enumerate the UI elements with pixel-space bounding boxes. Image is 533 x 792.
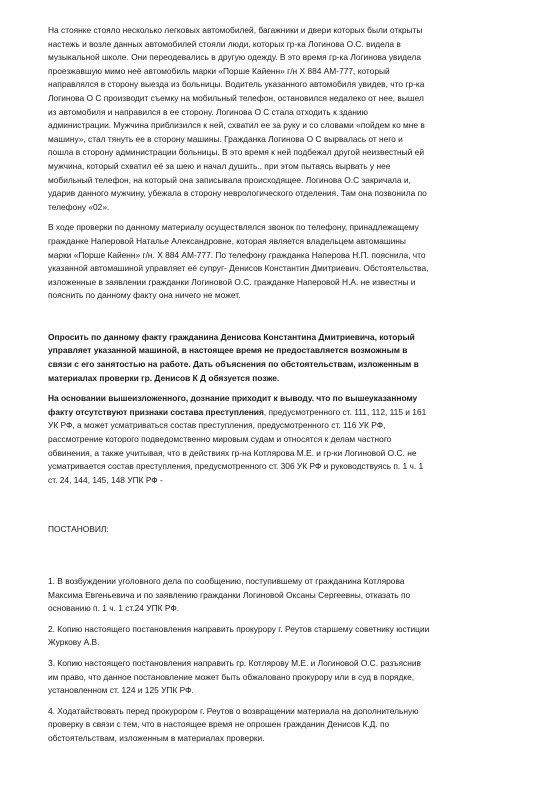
resolution-item-3: 3. Копию настоящего постановления направить гр. Котлярову М.Е. и Логиновой О.С. разъяснив им право, что данное постановление может быть обжаловано прокурору или в суд в порядке, установленном ст. 124 и 125 УПК РФ. (48, 657, 421, 696)
resolution-list (48, 575, 430, 746)
paragraph-phone-check: В ходе проверки по данному материалу осуществлялся звонок по телефону, принадлежащему гражданке Наперовой Наталье Александровне, которая является владельцем автомашины марки «Порше Кайенн» г/н. Х 884 АМ-777. По телефону гражданка Наперова Н.П. пояснила, что указанной автомашиной управляет её супруг- Денисов Константин Дмитриевич. Обстоятельства, изложенные в заявлении гражданки Логиновой О.С. гражданке Наперовой Н.А. не известны и пояснить по данному факту она ничего не может. (48, 222, 429, 301)
paragraph-incident: На стоянке стояло несколько легковых автомобилей, багажники и двери которых были открыты настежь и возле данных автомобилей стояли люди, которых гр-ка Логинова О.С. видела в музыкальной школе. Они переодевались в другую одежду. В это время гр-ка Логинова увидела проезжавшую мимо неё автомобиль марки «Порше Кайенн» г/н Х 884 АМ-777, который направлялся в сторону выезда из больницы. Водитель указанного автомобиля увидев, что гр-ка Логинова О С производит съемку на мобильный телефон, остановился недалеко от нее, вышел из автомобиля и направился в ее сторону. Логинова О С стала отходить к зданию администрации. Мужчина приблизился к ней, схватил ее за руку и со словами «пойдем ко мне в машину», стал тянуть ее в сторону машины. Гражданка Логинова О С вырвалась от него и пошла в сторону администрации больницы. В это время к ней подбежал другой неизвестный ей мужчина, который схватил её за шею и начал душить., при этом пытаясь вырвать у нее мобильный телефон, на который она записывала происходящее. Логинова О.С закричала и, ударив данного мужчину, убежала в сторону неврологического отделения. Там она позвонила по телефону «02». (48, 25, 427, 212)
paragraph-questioning: Опросить по данному факту гражданина Денисова Константина Дмитриевича, который управляет указанной машиной, в настоящее время не предоставляется возможным в связи с его занятостью на работе. Дать объяснения по обстоятельствам, изложенным в материалах проверки гр. Денисов К Д обязуется позже. (48, 331, 419, 383)
document-page (48, 24, 430, 753)
resolution-item-2: 2. Копию настоящего постановления направить прокурору г. Реутов старшему советнику юстиции Журкову А.В. (48, 623, 430, 648)
resolution-item-4: 4. Ходатайствовать перед прокурором г. Реутов о возвращении материала на дополнительную проверку в связи с тем, что в настоящее время не опрошен гражданин Денисов К.Д. по обстоятельствам, изложенным в материалах проверки. (48, 705, 419, 743)
paragraph-conclusion (48, 392, 430, 487)
conclusion-bold-text: На основании вышеизложенного, дознание приходит к выводу. что по вышеуказанному факту отсутствуют признаки состава преступления (48, 393, 418, 417)
resolution-heading: ПОСТАНОВИЛ: (48, 524, 109, 535)
conclusion-rest-text: , предусмотренного ст. 111, 112, 115 и 161 УК РФ, а может усматриваться состав преступления, предусмотренного ст. 116 УК РФ, рассмотрение которого подведомственно мировым судам и относятся к делам частного обвинения, а также учитывая, что в действиях гр-на Котлярова М.Е. и гр-ки Логиновой О.С. не усматривается состав преступления, предусмотренного ст. 306 УК РФ и руководствуясь п. 1 ч. 1 ст. 24, 144, 145, 148 УПК РФ - (48, 406, 427, 485)
resolution-item-1: 1. В возбуждении уголовного дела по сообщению, поступившему от гражданина Котлярова Максима Евгеньевича и по заявлению гражданки Логиновой Оксаны Сергеевны, отказать по основанию п. 1 ч. 1 ст.24 УПК РФ. (48, 576, 411, 614)
